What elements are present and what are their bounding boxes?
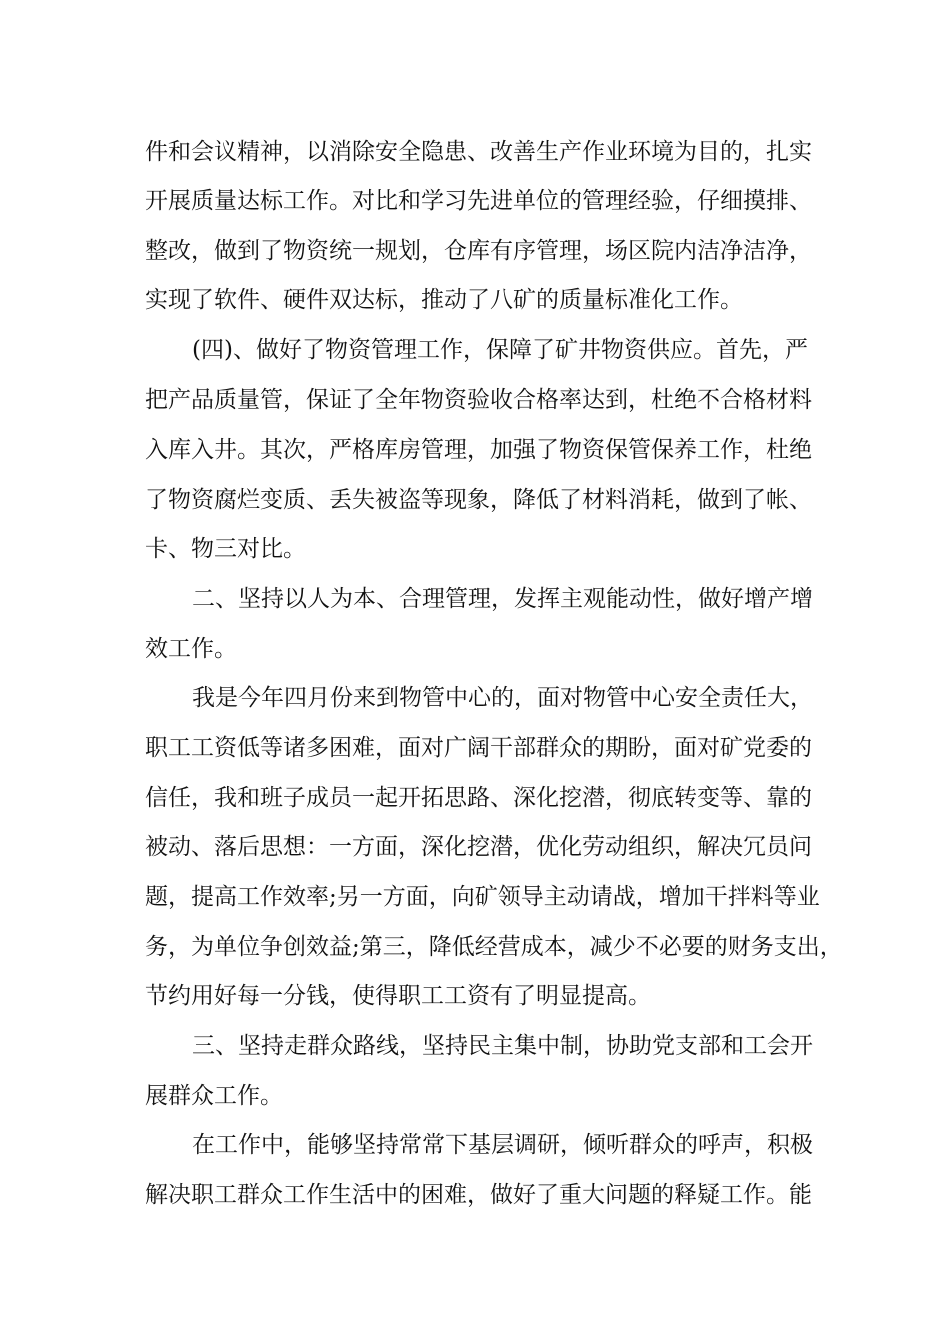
paragraph-start-line: 我是今年四月份来到物管中心的，面对物管中心安全责任大， bbox=[192, 685, 813, 711]
text-line: 实现了软件、硬件双达标，推动了八矿的质量标准化工作。 bbox=[145, 287, 743, 313]
section-heading-line: 展群众工作。 bbox=[145, 1083, 283, 1109]
text-line: 被动、落后思想：一方面，深化挖潜，优化劳动组织，解决冗员问 bbox=[145, 834, 812, 860]
text-line: 卡、物三对比。 bbox=[145, 536, 306, 562]
section-heading-line: 效工作。 bbox=[145, 636, 237, 662]
paragraph-start-line: 在工作中，能够坚持常常下基层调研，倾听群众的呼声，积极 bbox=[192, 1132, 813, 1158]
paragraph-start-line: (四)、做好了物资管理工作，保障了矿井物资供应。首先，严 bbox=[192, 337, 808, 363]
text-line: 职工工资低等诸多困难，面对广阔干部群众的期盼，面对矿党委的 bbox=[145, 735, 812, 761]
text-line: 解决职工群众工作生活中的困难，做好了重大问题的释疑工作。能 bbox=[145, 1182, 812, 1208]
text-line: 题，提高工作效率;另一方面，向矿领导主动请战，增加干拌料等业 bbox=[145, 884, 820, 910]
section-heading-line: 二、坚持以人为本、合理管理，发挥主观能动性，做好增产增 bbox=[192, 586, 813, 612]
section-heading-line: 三、坚持走群众路线，坚持民主集中制，协助党支部和工会开 bbox=[192, 1033, 813, 1059]
text-line: 节约用好每一分钱，使得职工工资有了明显提高。 bbox=[145, 983, 651, 1009]
text-line: 了物资腐烂变质、丢失被盗等现象，降低了材料消耗，做到了帐、 bbox=[145, 487, 812, 513]
text-line: 件和会议精神，以消除安全隐患、改善生产作业环境为目的，扎实 bbox=[145, 139, 812, 165]
text-line: 开展质量达标工作。对比和学习先进单位的管理经验，仔细摸排、 bbox=[145, 188, 812, 214]
text-line: 务，为单位争创效益;第三，降低经营成本，减少不必要的财务支出， bbox=[145, 934, 843, 960]
text-line: 信任，我和班子成员一起开拓思路、深化挖潜，彻底转变等、靠的 bbox=[145, 785, 812, 811]
text-line: 整改，做到了物资统一规划，仓库有序管理，场区院内洁净洁净， bbox=[145, 238, 812, 264]
text-line: 把产品质量管，保证了全年物资验收合格率达到，杜绝不合格材料 bbox=[145, 387, 812, 413]
text-line: 入库入井。其次，严格库房管理，加强了物资保管保养工作，杜绝 bbox=[145, 437, 812, 463]
